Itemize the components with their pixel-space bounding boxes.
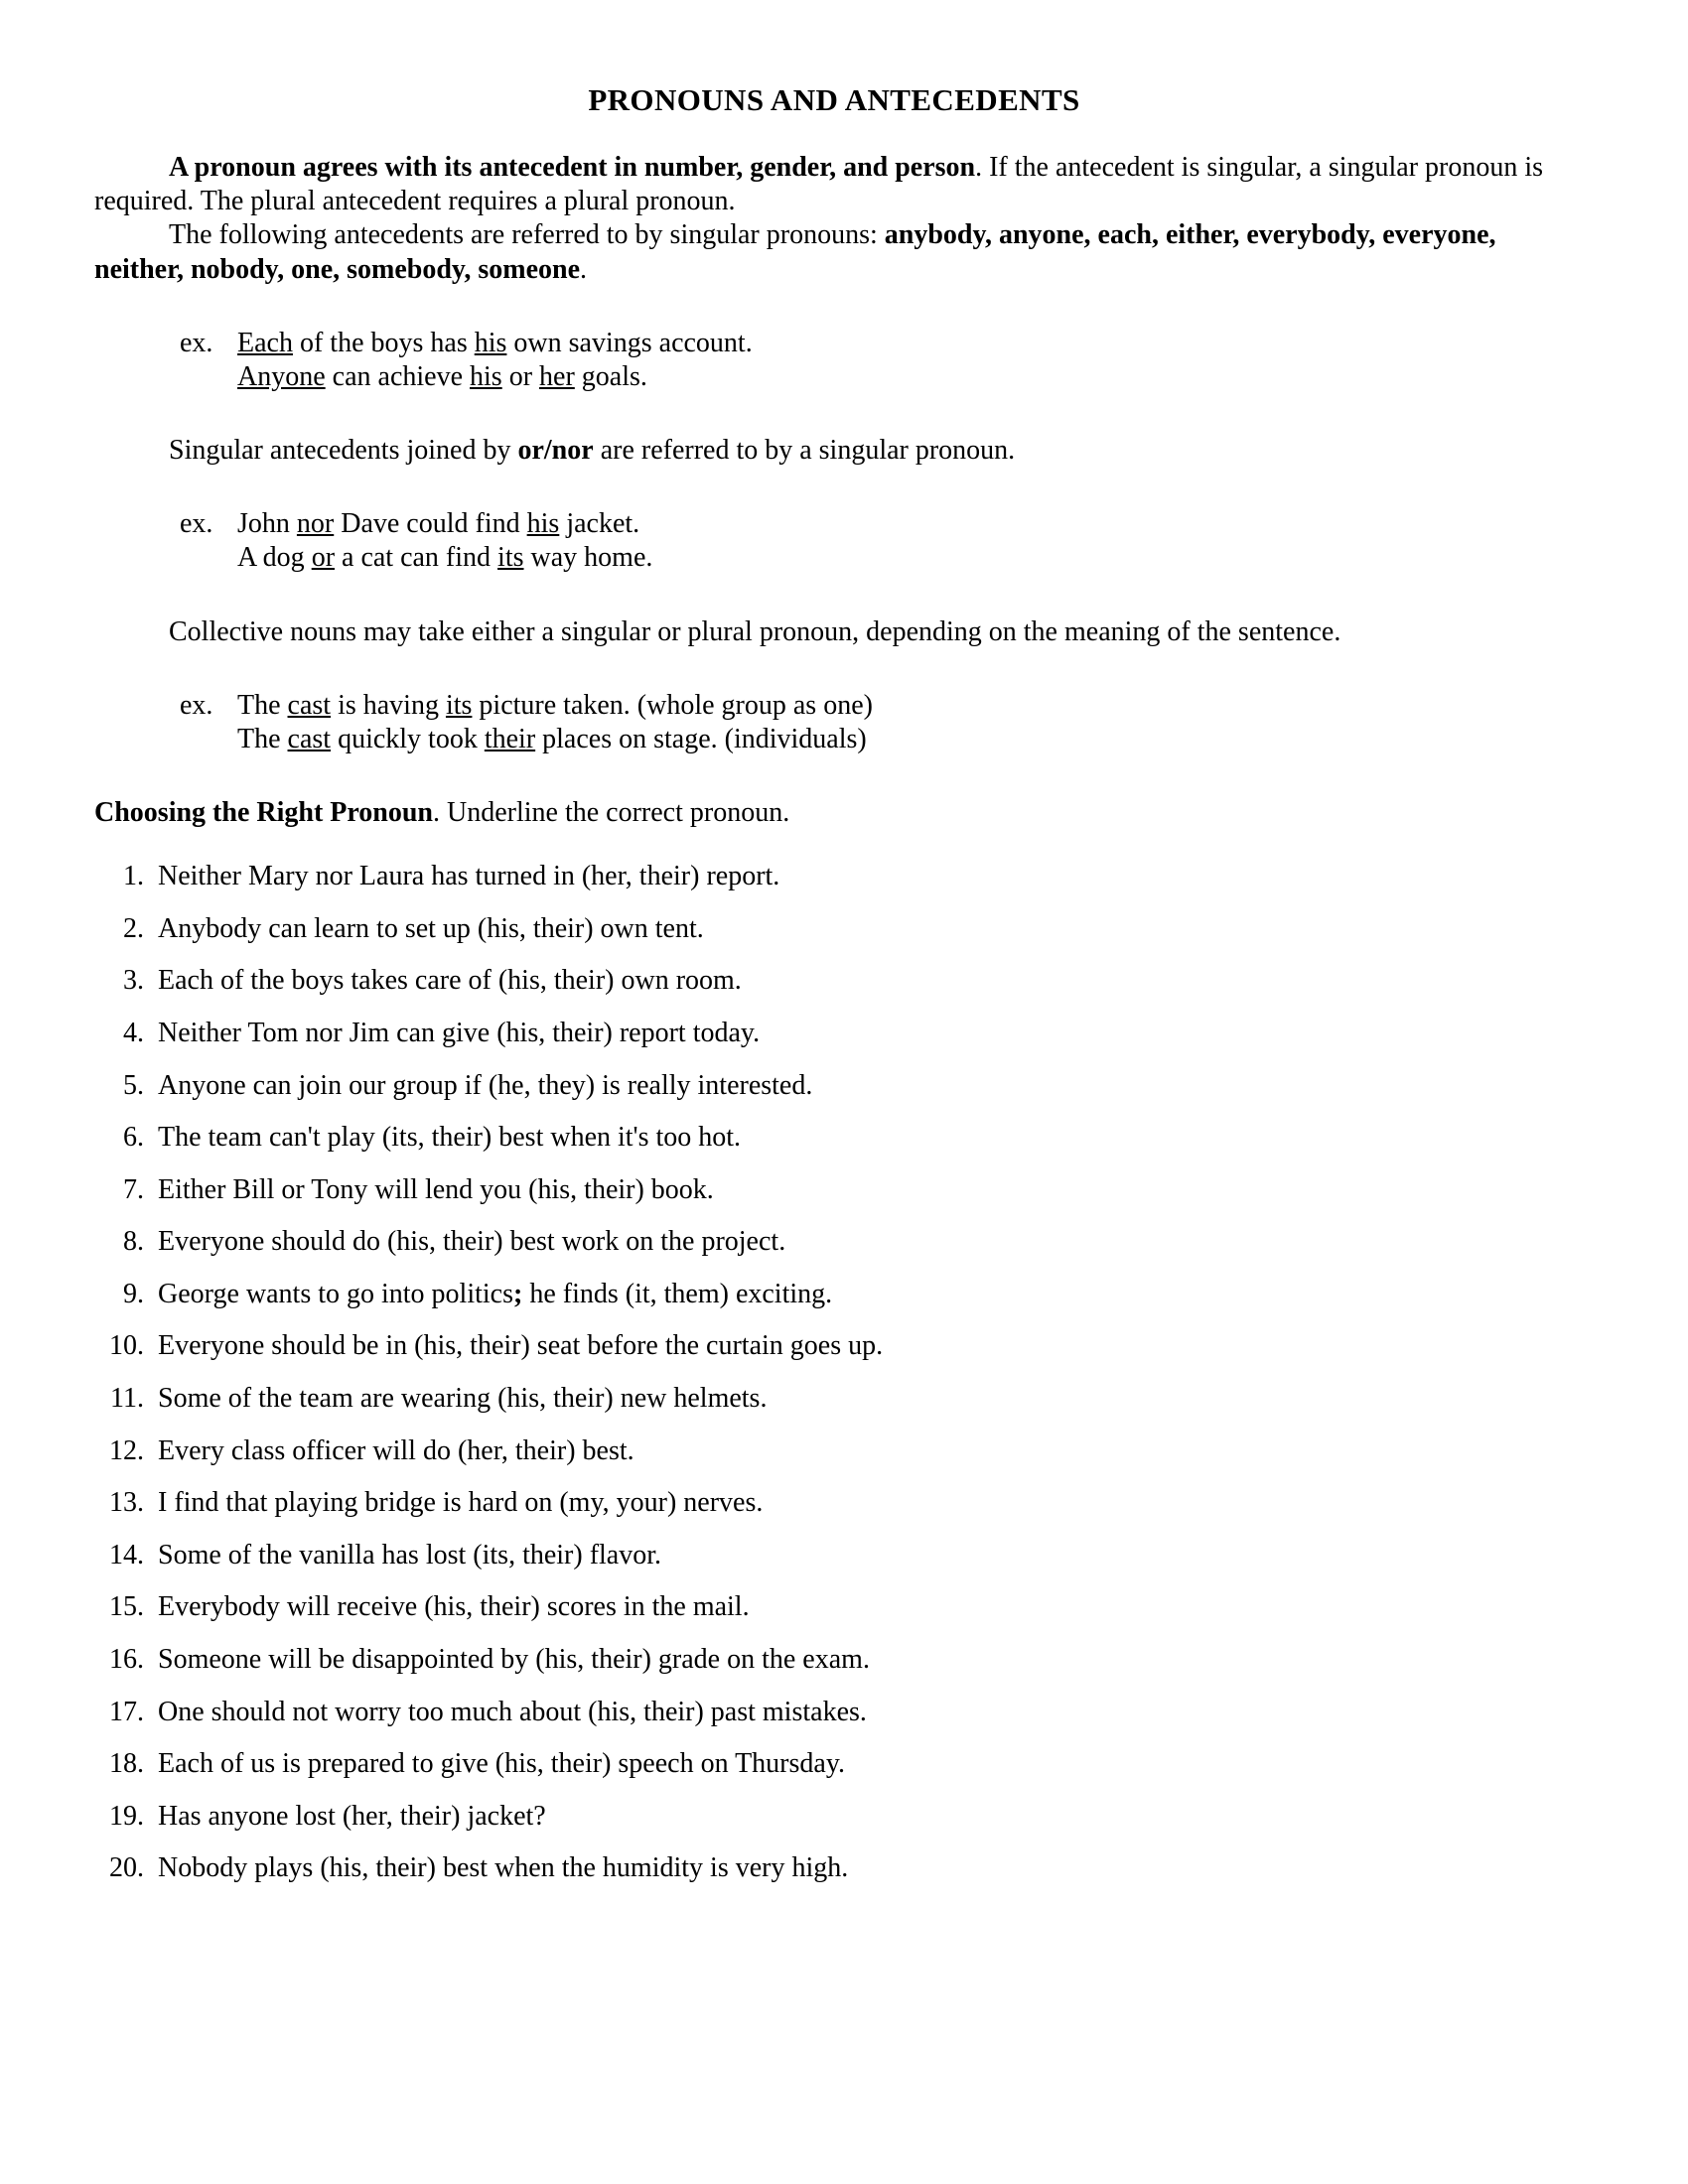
item-text: Each of us is prepared to give (his, their) speech on Thursday. <box>158 1748 846 1780</box>
spacer <box>94 468 1574 507</box>
singular-list-words: anybody, anyone, each, either, everybody, everyone, neither, nobody, one, somebody, someone <box>94 219 1496 285</box>
example-text: of the boys has <box>292 327 475 358</box>
underlined-word: or <box>311 542 336 574</box>
item-text: Every class officer will do (her, their) best. <box>158 1434 634 1466</box>
list-item[interactable] <box>94 1696 1574 1729</box>
item-text <box>158 1278 1574 1311</box>
exercise-heading-bold: Choosing the Right Pronoun <box>94 796 434 828</box>
item-text: One should not worry too much about (his, their) past mistakes. <box>158 1696 867 1727</box>
underlined-word: his <box>474 327 507 358</box>
example-text: picture taken. (whole group as one) <box>472 689 873 721</box>
underlined-word: cast <box>287 689 332 721</box>
underlined-word: his <box>526 508 560 540</box>
example-row <box>180 541 1574 575</box>
or-nor-bold: or/nor <box>517 435 594 467</box>
example-text: The <box>237 723 288 754</box>
item-text: Some of the team are wearing (his, their) new helmets. <box>158 1383 768 1415</box>
underlined-word: their <box>484 723 536 754</box>
list-item[interactable] <box>94 1800 1574 1834</box>
item-number: 14. <box>109 1539 144 1570</box>
example-text: can achieve <box>325 360 471 392</box>
list-item[interactable] <box>94 1851 1574 1885</box>
item-text: The team can't play (its, their) best when it's too hot. <box>158 1122 742 1154</box>
underlined-word: his <box>470 360 502 392</box>
item-number: 9. <box>123 1278 144 1309</box>
list-item[interactable] <box>94 1382 1574 1416</box>
list-item[interactable] <box>94 1017 1574 1050</box>
example-text: Dave could find <box>334 508 527 540</box>
item-text: Some of the vanilla has lost (its, their) flavor. <box>158 1539 662 1570</box>
item-text: I find that playing bridge is hard on (my, your) nerves. <box>158 1487 764 1519</box>
spacer <box>94 756 1574 796</box>
exercise-section-heading <box>94 796 1574 830</box>
example-text: a cat can find <box>335 542 498 574</box>
list-item[interactable] <box>94 1486 1574 1520</box>
singular-list-lead: The following antecedents are referred to by singular pronouns: <box>169 219 885 251</box>
item-number: 3. <box>123 965 144 997</box>
or-nor-before: Singular antecedents joined by <box>169 435 518 467</box>
example-text: jacket. <box>559 508 640 540</box>
example-text: is having <box>331 689 446 721</box>
example-text: places on stage. (individuals) <box>535 723 867 754</box>
singular-list-end: . <box>580 253 588 285</box>
item-number: 19. <box>109 1800 144 1832</box>
example-line <box>237 689 1574 723</box>
underlined-word: its <box>497 542 524 574</box>
example-tag: ex. <box>180 508 213 540</box>
example-group-singular <box>94 327 1574 394</box>
example-group-collective <box>94 689 1574 756</box>
item-number: 20. <box>109 1852 144 1884</box>
intro-rule-rest: . If the antecedent is singular, a singular pronoun is required. The plural antecedent requires a plural pronoun. <box>94 152 1544 217</box>
list-item[interactable] <box>94 1225 1574 1259</box>
list-item[interactable] <box>94 1173 1574 1207</box>
example-row <box>180 507 1574 541</box>
item-text: Neither Mary nor Laura has turned in (her, their) report. <box>158 861 780 892</box>
underlined-word: cast <box>287 723 332 754</box>
page-title: PRONOUNS AND ANTECEDENTS <box>588 82 1080 117</box>
item-text-before: George wants to go into politics <box>158 1278 513 1309</box>
item-text: Anybody can learn to set up (his, their) own tent. <box>158 912 704 944</box>
example-row <box>180 360 1574 394</box>
singular-antecedents-paragraph <box>94 218 1574 286</box>
example-text: quickly took <box>331 723 485 754</box>
item-number: 16. <box>109 1644 144 1676</box>
exercise-heading-instruction: . Underline the correct pronoun. <box>433 796 790 828</box>
list-item[interactable] <box>94 964 1574 998</box>
item-text: Anyone can join our group if (he, they) is really interested. <box>158 1069 813 1101</box>
list-item[interactable] <box>94 1069 1574 1103</box>
item-text-after: he finds (it, them) exciting. <box>522 1278 833 1309</box>
item-number: 5. <box>123 1069 144 1101</box>
list-item[interactable] <box>94 1278 1574 1311</box>
example-text: goals. <box>574 360 647 392</box>
underlined-word: her <box>539 360 575 392</box>
example-group-ornor <box>94 507 1574 575</box>
item-text: Everyone should do (his, their) best work on the project. <box>158 1226 786 1258</box>
item-number: 8. <box>123 1226 144 1258</box>
list-item[interactable] <box>94 1590 1574 1624</box>
list-item[interactable] <box>94 1747 1574 1781</box>
or-nor-rule <box>94 434 1574 468</box>
underlined-word: Anyone <box>237 360 326 392</box>
example-text: The <box>237 689 288 721</box>
item-number: 6. <box>123 1122 144 1154</box>
underlined-word: nor <box>296 508 335 540</box>
example-tag: ex. <box>180 689 213 721</box>
spacer <box>94 394 1574 434</box>
intro-rule-paragraph <box>94 151 1574 218</box>
underlined-word: Each <box>237 327 293 358</box>
example-row <box>180 689 1574 723</box>
example-line <box>237 360 1574 394</box>
spacer <box>94 830 1574 860</box>
list-item[interactable] <box>94 1643 1574 1677</box>
item-text: Neither Tom nor Jim can give (his, their) report today. <box>158 1017 761 1048</box>
example-line <box>237 541 1574 575</box>
list-item[interactable] <box>94 1121 1574 1155</box>
item-number: 1. <box>123 861 144 892</box>
item-number: 13. <box>109 1487 144 1519</box>
example-text: way home. <box>523 542 653 574</box>
item-number: 15. <box>109 1591 144 1623</box>
example-text: A dog <box>237 542 312 574</box>
item-text: Each of the boys takes care of (his, their) own room. <box>158 965 742 997</box>
item-text: Either Bill or Tony will lend you (his, their) book. <box>158 1173 714 1205</box>
item-number: 7. <box>123 1173 144 1205</box>
list-item[interactable] <box>94 1434 1574 1468</box>
item-text: Someone will be disappointed by (his, their) grade on the exam. <box>158 1644 870 1676</box>
example-line <box>237 327 1574 360</box>
item-number: 11. <box>110 1383 144 1415</box>
intro-rule-bold: A pronoun agrees with its antecedent in number, gender, and person <box>169 152 976 184</box>
item-text-semicolon: ; <box>513 1278 523 1309</box>
example-line <box>237 723 1574 756</box>
spacer <box>94 576 1574 615</box>
example-text: John <box>237 508 297 540</box>
example-row <box>180 327 1574 360</box>
example-line <box>237 507 1574 541</box>
example-row <box>180 723 1574 756</box>
item-text: Everyone should be in (his, their) seat before the curtain goes up. <box>158 1330 884 1362</box>
example-text: own savings account. <box>506 327 753 358</box>
list-item[interactable] <box>94 912 1574 946</box>
list-item[interactable] <box>94 1539 1574 1572</box>
or-nor-after: are referred to by a singular pronoun. <box>593 435 1016 467</box>
exercise-list <box>94 860 1574 1885</box>
spacer <box>94 649 1574 689</box>
item-text: Has anyone lost (her, their) jacket? <box>158 1800 546 1832</box>
list-item[interactable] <box>94 860 1574 893</box>
item-number: 12. <box>109 1434 144 1466</box>
spacer <box>94 287 1574 327</box>
item-number: 10. <box>109 1330 144 1362</box>
item-text: Everybody will receive (his, their) scores in the mail. <box>158 1591 750 1623</box>
example-text: or <box>501 360 540 392</box>
item-number: 4. <box>123 1017 144 1048</box>
item-number: 18. <box>109 1748 144 1780</box>
list-item[interactable] <box>94 1329 1574 1363</box>
item-number: 2. <box>123 912 144 944</box>
collective-nouns-rule: Collective nouns may take either a singular or plural pronoun, depending on the meaning of the sentence. <box>169 615 1341 647</box>
page-content <box>94 83 1574 1904</box>
underlined-word: its <box>445 689 473 721</box>
example-tag: ex. <box>180 327 213 358</box>
item-number: 17. <box>109 1696 144 1727</box>
item-text: Nobody plays (his, their) best when the humidity is very high. <box>158 1852 849 1884</box>
